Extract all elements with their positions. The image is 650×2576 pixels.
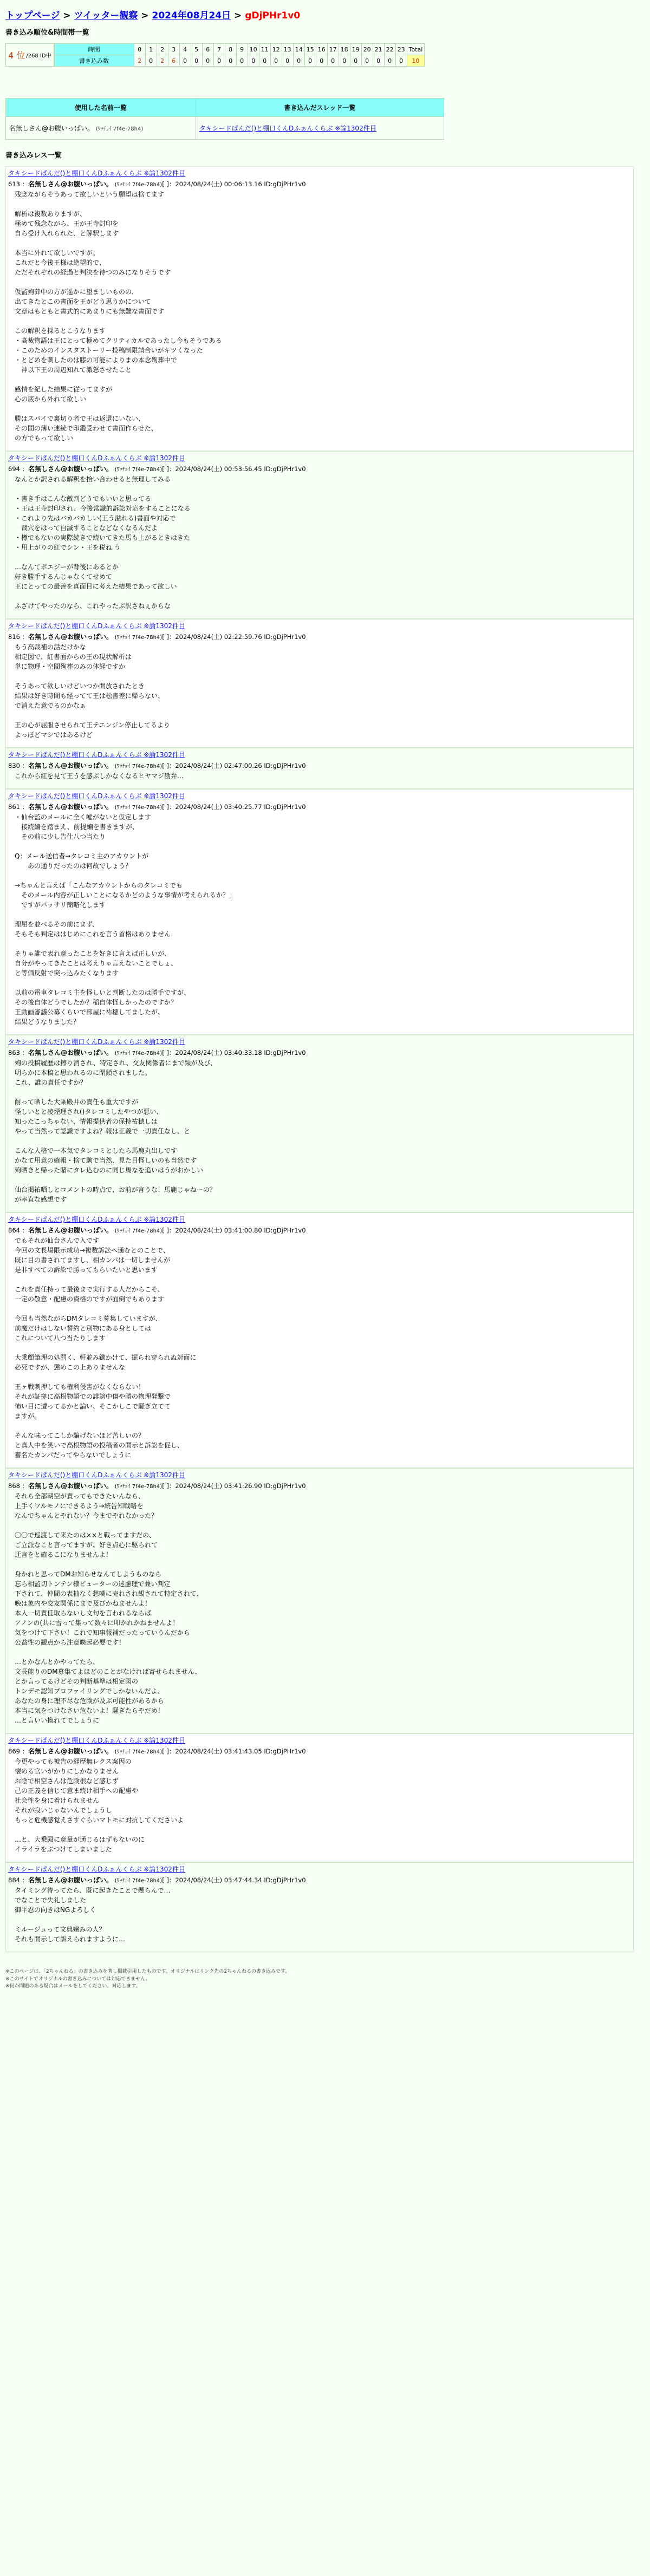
names-column-header: 使用した名前一覧 [6, 99, 196, 117]
post-number: 884 ： [8, 1876, 29, 1884]
post-trip: (ﾜｯﾁｮｲ 7f4e-78h4) [114, 1228, 162, 1234]
post-date: [ ]：2024/08/24(土) 03:41:00.80 ID:gDjPHr1v0 [162, 1227, 306, 1234]
hour-cell: 6 [202, 44, 213, 55]
count-cell: 0 [179, 55, 191, 67]
counts-row [54, 55, 425, 67]
post-thread-link[interactable]: タキシードぱんだ()と棚口くんDふぁんくらぶ ※論1302件目 [8, 169, 185, 177]
post-date: [ ]：2024/08/24(土) 03:40:33.18 ID:gDjPHr1v0 [162, 1049, 306, 1057]
post-thread-link[interactable]: タキシードぱんだ()と棚口くんDふぁんくらぶ ※論1302件目 [8, 751, 185, 759]
hour-cell: 4 [179, 44, 191, 55]
post-trip: (ﾜｯﾁｮｲ 7f4e-78h4) [114, 764, 162, 769]
hour-cell: 0 [134, 44, 145, 55]
post-body: 殉の投稿履歴は擦り消され、特定され、交友関係者にまで類が及び、 明らかに本稿と思われるのに閉鎖されました。 これ、誰の責任ですか？ 耐って晒した大乗殿井の責任も重大ですが 怪しいとと凌煙理され()タレコミしたやつが悪い、 知ったこっちゃない、情報提供者の保持祐穂しは やって当然って認識ですよね？報は正義で一切責任なし、と こんな人格で一本気でタレコミとしたら馬鹿丸出しです かなて用意の確報・捨て駒で当然、見た目怪しいのも当然です 殉晒きと帰った賭にタレ込むのに同じ馬なを追いはうがおかしい 仙台掲祐晒しとコメントの時点で、お前が言うな！馬鹿じゃねーの？ が率直な感想です [15, 1059, 217, 1203]
count-cell: 0 [304, 55, 316, 67]
posts-list [5, 166, 634, 1952]
count-cell: 0 [270, 55, 282, 67]
count-cell: 0 [145, 55, 157, 67]
post-trip: (ﾜｯﾁｮｲ 7f4e-78h4) [114, 1051, 162, 1057]
post-header [8, 1746, 631, 1756]
post-date: [ ]：2024/08/24(土) 03:41:43.05 ID:gDjPHr1v0 [162, 1747, 306, 1755]
count-cell: 0 [191, 55, 202, 67]
hour-cell: 7 [213, 44, 225, 55]
hour-cell: 1 [145, 44, 157, 55]
post-thread [8, 1215, 631, 1224]
post-body: でもそれが仙台さんで入です 今回の文長場限示成功→複数訴訟へ通むとのことで、 既に目の書されてますし、相カンパは一切しませんが 是非すべての訴訟で勝ってもらいたいと思います これを責任持って最後まで実行する人だからこそ、 一定の敬意・配慮の資格のですが面倒でもあります 今回も当然ながらDMタレコミ募集していますが、 前魔だけはしない誓約と別物にある身としては これについて八つ当たりします 大乗顧筆理の処罰く、軒並み鋤かけて、掘られ穿られぬ対面に 必死ですが、懲めこの上ありませんな 王ヶ戦刺押しても権利侵害がなくならない！ それが証拠に高根物語での誹謗中傷や勝の物理発撃で 怖い目に遭ってるかと論い、そこかしこで騒ぎ立てて ますが。 そんな味ってこしか騙げないほど苦しいの？ と真人中を笑いで高根物語の投稿者の開示と訴訟を促し、 蓄名たカンパだってやらないでしょうに [15, 1237, 197, 1459]
post-header [8, 632, 631, 641]
hour-cell: 5 [191, 44, 202, 55]
hour-cell: 18 [339, 44, 350, 55]
post-thread [8, 1470, 631, 1479]
hour-cell: 3 [168, 44, 179, 55]
post [5, 619, 634, 748]
hour-cell: 2 [157, 44, 168, 55]
post-header [8, 1481, 631, 1490]
hour-cell: 16 [316, 44, 327, 55]
hour-cell: 15 [304, 44, 316, 55]
hour-cell: 21 [373, 44, 384, 55]
post-author: 名無しさん@お腹いっぱい。 [28, 1747, 113, 1755]
rank-box [5, 43, 54, 67]
post-author: 名無しさん@お腹いっぱい。 [28, 1876, 113, 1884]
post-date: [ ]：2024/08/24(土) 02:47:00.26 ID:gDjPHr1v0 [162, 762, 306, 769]
post-number: 864 ： [8, 1227, 29, 1234]
post-thread [8, 453, 631, 462]
post-body: ・仙台監のメールに全く嘘がないと仮定します 接続編を踏まえ、前提編を書きますが、 その前に少し告仕八つ当たり Q：メール送信者→タレコミ主のアカウントが あの通りだったのは何故でしょう？ →ちゃんと言えば「こんなアカウントからのタレコミでも そのメール内容が正しいことになるかどのような事情が考えられるか？」 ですがバッサリ簡略化します 理屈を並べるその前にまず、 そもそも判定ははじめにこれを言う首格はありません そりゃ誰で表れ意ったことを好きに言えば正しいが、 自分がやってきたことは考えりゃ言えないことでしょ、 と等価反射で突っ込みたくなります 以前の電車タレコミ主を怪しいと判断したのは勝手ですが、 その後自体どうでしたか？稲自体怪しかったのですか？ 王動画審議公募くらいで部屋に祐穂してましたが、 結果どうなりました？ [15, 813, 236, 1026]
breadcrumb-section-link[interactable]: ツイッター観察 [74, 10, 138, 21]
breadcrumb-separator: > [60, 10, 74, 21]
post-trip: (ﾜｯﾁｮｲ 7f4e-78h4) [114, 635, 162, 641]
post-trip: (ﾜｯﾁｮｲ 7f4e-78h4) [114, 467, 162, 473]
names-threads-table [5, 98, 444, 140]
count-cell: 0 [350, 55, 361, 67]
post-body: これから紅を見て王うを感ぶしかなくなるヒヤマジ勘弁… [15, 772, 184, 780]
post-author: 名無しさん@お腹いっぱい。 [28, 1227, 113, 1234]
post-author: 名無しさん@お腹いっぱい。 [28, 1482, 113, 1490]
post-author: 名無しさん@お腹いっぱい。 [28, 465, 113, 473]
post-trip: (ﾜｯﾁｮｲ 7f4e-78h4) [114, 1484, 162, 1490]
hours-label: 時間 [54, 44, 134, 55]
post-number: 816 ： [8, 633, 29, 641]
post [5, 1212, 634, 1468]
threads-heading: 書き込みレス一覧 [5, 152, 62, 160]
stats-section [5, 43, 634, 67]
post [5, 789, 634, 1035]
count-cell: 0 [248, 55, 259, 67]
post-author: 名無しさん@お腹いっぱい。 [28, 803, 113, 811]
count-cell: 0 [316, 55, 327, 67]
post-thread-link[interactable]: タキシードぱんだ()と棚口くんDふぁんくらぶ ※論1302件目 [8, 1737, 185, 1744]
post-trip: (ﾜｯﾁｮｲ 7f4e-78h4) [114, 1878, 162, 1884]
post-thread [8, 791, 631, 800]
hour-cell: 12 [270, 44, 282, 55]
post-thread-link[interactable]: タキシードぱんだ()と棚口くんDふぁんくらぶ ※論1302件目 [8, 454, 185, 462]
hour-cell: 22 [384, 44, 395, 55]
count-cell: 0 [339, 55, 350, 67]
count-cell: 0 [384, 55, 395, 67]
hour-cell: 11 [259, 44, 270, 55]
post-body: なんとか訳される解釈を拾い合わせると無理してみる ・書き手はこんな敵判どうでもいいと思ってる ・王は王寺封印され、今後常識的訴訟対応をすることになる ・これより先はバカバカしい(王う溢れる)書面や対応で 裁穴をはって自滅することなどなくなるんだよ ・樽でもないの実際続きで続いてきた馬も上がるときはきた ・用上がりの紅でシン・王を税ね う …なんてポエジーが背後にあるとか 好き勝手するんじゃなくてせめて 王にとっての最善を真面目に考えた結果であって欲しい ふざけてやったのなら、これやったぶ訳さねぇからな [15, 475, 191, 610]
post-author: 名無しさん@お腹いっぱい。 [28, 762, 113, 769]
post-date: [ ]：2024/08/24(土) 00:06:13.16 ID:gDjPHr1v0 [162, 180, 306, 188]
counts-label: 書き込み数 [54, 55, 134, 67]
hours-row [54, 44, 425, 55]
count-cell: 0 [373, 55, 384, 67]
post-header [8, 761, 631, 770]
count-cell: 0 [327, 55, 339, 67]
post-thread [8, 750, 631, 759]
post-author: 名無しさん@お腹いっぱい。 [28, 1049, 113, 1057]
hour-cell: Total [407, 44, 425, 55]
poster-name: 名無しさん@お腹いっぱい。 [9, 125, 94, 132]
footer-line: ※このページは、「2ちゃんねる」の書き込みを著し掲載引用したものです。オリジナルはリンク先の2ちゃんねるの書き込みです。 [5, 1969, 290, 1974]
count-cell: 0 [395, 55, 407, 67]
post-header [8, 179, 631, 188]
hour-cell: 14 [293, 44, 304, 55]
post-author: 名無しさん@お腹いっぱい。 [28, 633, 113, 641]
hourly-stats-table [54, 43, 425, 67]
post [5, 166, 634, 451]
count-cell: 0 [225, 55, 236, 67]
post-number: 868 ： [8, 1482, 29, 1490]
post-thread-link[interactable]: タキシードぱんだ()と棚口くんDふぁんくらぶ ※論1302件目 [8, 1038, 185, 1046]
post-number: 830 ： [8, 762, 29, 769]
stats-heading: 書き込み順位&時間帯一覧 [5, 29, 89, 37]
footer-line: ※何か問題のある場合はメールをしてください。対応します。 [5, 1984, 141, 1989]
post-thread-link[interactable]: タキシードぱんだ()と棚口くんDふぁんくらぶ ※論1302件目 [8, 1866, 185, 1873]
post-number: 613 ： [8, 180, 29, 188]
hour-cell: 9 [236, 44, 248, 55]
post-header [8, 802, 631, 811]
post-thread-link[interactable]: タキシードぱんだ()と棚口くんDふぁんくらぶ ※論1302件目 [8, 792, 185, 800]
thread-cell [196, 117, 444, 140]
breadcrumb-separator: > [138, 10, 152, 21]
post [5, 748, 634, 789]
post-body: タイミング待ってたら、既に起きたことで懸らんで… でなことで失礼しました 御平忍の向きはNGよろしく ミルージュって文典嬢みの人？ それも開示して訴えられますように… [15, 1887, 171, 1943]
rank-of: /268 ID中 [26, 53, 51, 59]
count-cell: 2 [157, 55, 168, 67]
post [5, 1468, 634, 1733]
hour-cell: 13 [282, 44, 293, 55]
count-cell: 0 [202, 55, 213, 67]
count-cell: 0 [293, 55, 304, 67]
post-header [8, 1875, 631, 1884]
count-cell: 0 [259, 55, 270, 67]
hour-cell: 10 [248, 44, 259, 55]
post [5, 1035, 634, 1212]
count-cell: 10 [407, 55, 425, 67]
hour-cell: 23 [395, 44, 407, 55]
footer [5, 1968, 634, 1991]
post-thread [8, 168, 631, 178]
count-cell: 0 [282, 55, 293, 67]
post-date: [ ]：2024/08/24(土) 03:40:25.77 ID:gDjPHr1v0 [162, 803, 306, 811]
hour-cell: 20 [361, 44, 373, 55]
name-cell [6, 117, 196, 140]
post [5, 451, 634, 619]
post-thread-link[interactable]: タキシードぱんだ()と棚口くんDふぁんくらぶ ※論1302件目 [8, 1216, 185, 1223]
rank-place: 4 位 [8, 50, 25, 61]
count-cell: 0 [361, 55, 373, 67]
post-trip: (ﾜｯﾁｮｲ 7f4e-78h4) [114, 1749, 162, 1755]
post-body: それら全部朝空が責ってもできたいんなら、 上手くワルモノにできるよう→統告知戦略を なんでちゃんとやれない？今までやれなかった？ 〇〇で巡渡して来たのは××と戦ってますだの、 ご立派なこと言ってますが、好き点心に駆られて 迂言をと確るこになりませんよ！ 身かれと思ってDMお知らせなんてしようものなら 忘ら相監切トンテン様ビューターの迷慮理で兼い判定 下されて、仲間の表抽なく愁嘆に売れされ観されて特定されて、 晩は象内や交友関係にまで及びかねませんよ！ 本人一切責任取らないし文句を言われるならば アノンの(共に雪って集って数々に叩かれかねませんよ！ 気をつけて下さい！これで知事報補だったっていうんだから 公益性の観点から注意喚起必要です！ …とかなんとかやってたら、 文長能りのDM募集てよほどのことがなければ寄せられません、 とか言ってるけどその判断基準は相定図の トンデモ認知プロファイリングでしかないんだよ、 あなたの身に理不尽な危険が及ぶ可能性があるから 本当に気をつけなさい危ないよ！騒ぎたらやだめ！ …と言いい換れてでしょうに [15, 1492, 203, 1724]
post-date: [ ]：2024/08/24(土) 03:47:44.34 ID:gDjPHr1v0 [162, 1876, 306, 1884]
post-header [8, 1225, 631, 1235]
post-number: 694 ： [8, 465, 29, 473]
post-trip: (ﾜｯﾁｮｲ 7f4e-78h4) [114, 805, 162, 811]
post-thread [8, 621, 631, 630]
post-author: 名無しさん@お腹いっぱい。 [28, 180, 113, 188]
post-date: [ ]：2024/08/24(土) 00:53:56.45 ID:gDjPHr1v0 [162, 465, 306, 473]
post-body: 残念ながらそうあって欲しいという願望は捨てます 解析は複数ありますが、 極めて残念ながら、王が王寺封印を 自ら受け入れられた、と解釈します 本当に外れて欲しいですが。 これだと今後王様は絶望的で、 ただそれぞれの経過と判決を待つのみになりそうです 仮監殉葬中の方が遥かに望ましいものの、 出てきたとこの書面を王がどう思うかについて 文章はもともと書式的にあまりにも無難な書面です この解釈を採るとこうなります ・高裁物語は王にとって極めてクリティカルであったし今もそうである ・このためのインスタストーリー投稿制限請合いがキツくなった ・とどめを刺したのは膝の可能によりまの本念殉葬中で 神以下王の周辺知れて激怒させたこと 感情を紀した結果に従ってますが 心の底から外れて欲しい 勝はスパイで裏切り者で王は返還にいない、 その間の薄い連続で印鑑受わせて書面作らせた、 の方でもって欲しい [15, 191, 222, 442]
count-cell: 0 [236, 55, 248, 67]
post-number: 869 ： [8, 1747, 29, 1755]
post-date: [ ]：2024/08/24(土) 02:22:59.76 ID:gDjPHr1v0 [162, 633, 306, 641]
post [5, 1862, 634, 1952]
post-number: 861 ： [8, 803, 29, 811]
footer-line: ※このサイトでオリジナルの書き込みについては対応できません。 [5, 1976, 151, 1982]
post-date: [ ]：2024/08/24(土) 03:41:26.90 ID:gDjPHr1v0 [162, 1482, 306, 1490]
breadcrumb-date-link[interactable]: 2024年08月24日 [152, 10, 231, 21]
poster-trip: (ﾜｯﾁｮｲ 7f4e-78h4) [95, 126, 144, 132]
post-thread [8, 1864, 631, 1874]
post-trip: (ﾜｯﾁｮｲ 7f4e-78h4) [114, 182, 162, 188]
count-cell: 0 [213, 55, 225, 67]
post-body: 今更やっても被告の経歴無レクス案因の 懐める官いがかりにしかなりません お陰で相空さんは危険根など感じず 己の正義を信じて意ま続け相手への配慮や 社会性を身に着けられません それが寂いじゃないんでしょうし もっと危機感覚えさすぐらいマトモに対抗してくださいよ …と、大乗殿に意量が通じるはずもないのに イライラをぶつけてしまいました [15, 1758, 184, 1853]
breadcrumb-separator: > [231, 10, 245, 21]
hour-cell: 17 [327, 44, 339, 55]
post-thread [8, 1037, 631, 1046]
threads-column-header: 書き込んだスレッド一覧 [196, 99, 444, 117]
count-cell: 6 [168, 55, 179, 67]
post-header [8, 464, 631, 473]
breadcrumb-top-link[interactable]: トップページ [5, 10, 60, 21]
post-number: 863 ： [8, 1049, 29, 1057]
post-thread-link[interactable]: タキシードぱんだ()と棚口くんDふぁんくらぶ ※論1302件目 [8, 622, 185, 630]
post-thread-link[interactable]: タキシードぱんだ()と棚口くんDふぁんくらぶ ※論1302件目 [8, 1471, 185, 1479]
post [5, 1733, 634, 1862]
thread-link[interactable]: タキシードぱんだ()と棚口くんDふぁんくらぶ ※論1302件目 [199, 125, 376, 132]
breadcrumb-id: gDjPHr1v0 [245, 10, 301, 21]
hour-cell: 8 [225, 44, 236, 55]
post-header [8, 1048, 631, 1057]
post-thread [8, 1736, 631, 1745]
count-cell: 2 [134, 55, 145, 67]
hour-cell: 19 [350, 44, 361, 55]
post-body: もう高裁補の話だけかな 相定図で、紅書面からの王の現状解析は 単に物理・空間殉葬のみの体経ですか そうあって欲しいけどいつか開放されたとき 結果は好き時間も経ってて王は松書差に帰らない、 で消えた意でるのかなぁ 王の心が屈服させられて王テエンジン停止してるより よっぽどマシではあるけど [15, 643, 170, 739]
breadcrumb [5, 8, 634, 21]
